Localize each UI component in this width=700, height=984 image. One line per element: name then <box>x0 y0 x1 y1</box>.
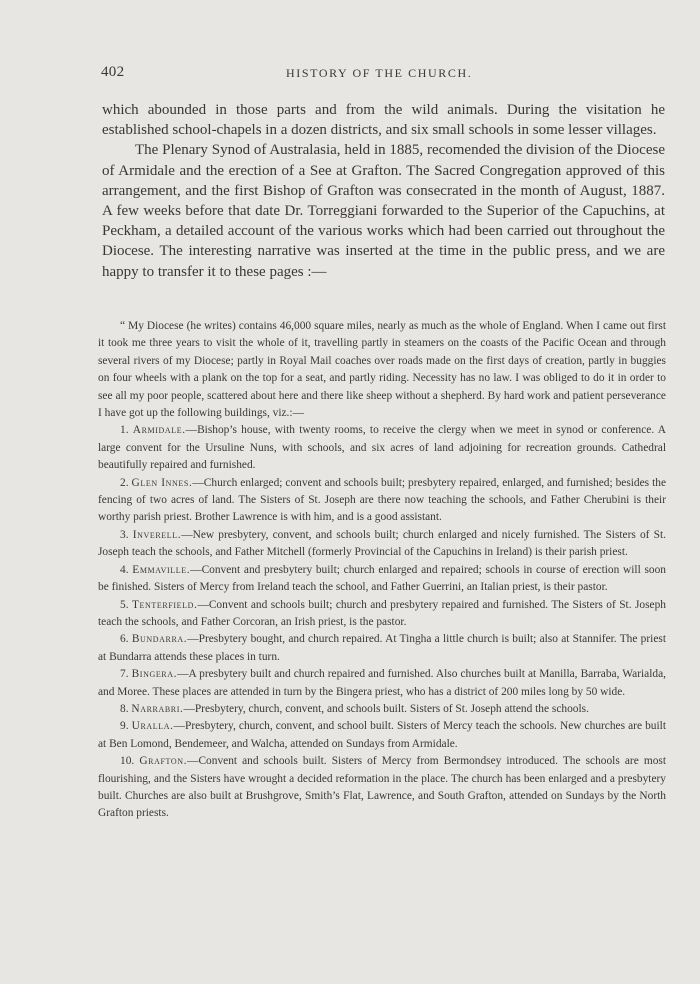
list-item <box>98 753 666 823</box>
item-place: Bingera. <box>131 668 178 681</box>
paragraph: The Plenary Synod of Australasia, held in 1885, recomended the division of the Diocese of Armidale and the erection of a See at Grafton. The Sacred Congregation approved of this arrangement, and the first Bishop of Grafton was consecrated in the month of August, 1887. A few weeks before that date Dr. Torreggiani forwarded to the Superior of the Capuchins, at Peckham, a detailed account of the various works which had been carried out throughout the Diocese. The interesting narrative was inserted at the time in the public press, and we are happy to transfer it to these pages :— <box>102 142 665 280</box>
list-item <box>98 666 666 701</box>
page-number: 402 <box>101 64 125 80</box>
item-place: Inverell. <box>132 528 182 541</box>
item-place: Glen Innes. <box>131 476 193 489</box>
item-text: —Presbytery, church, convent, and schools built. Sisters of St. Joseph attend the schools. <box>183 702 589 715</box>
list-item <box>98 422 666 474</box>
list-item <box>98 701 666 718</box>
item-text: —A presbytery built and church repaired and furnished. Also churches built at Manilla, Barraba, Warialda, and Moree. These places are attended in turn by the Bingera priest, who has a district of 200 miles long by 50 wide. <box>98 668 666 698</box>
item-number: 4. <box>120 563 129 576</box>
item-place: Armidale. <box>132 424 186 437</box>
item-number: 8. <box>120 702 129 715</box>
item-number: 7. <box>120 668 129 681</box>
item-text: —Church enlarged; convent and schools built; presbytery repaired, enlarged, and furnished; besides the fencing of two acres of land. The Sisters of St. Joseph are there now teaching the schools, and Father Cherubini is their worthy parish priest. Brother Lawrence is with him, and is a good assistant. <box>98 476 666 524</box>
item-number: 6. <box>120 633 129 646</box>
item-place: Bundarra. <box>131 633 188 646</box>
list-item <box>98 718 666 753</box>
list-item <box>98 597 666 632</box>
list-item <box>98 527 666 562</box>
item-text: —Convent and schools built; church and presbytery repaired and furnished. The Sisters of St. Joseph teach the schools, and Father Corcoran, an Irish priest, is the pastor. <box>98 598 666 628</box>
list-item <box>98 631 666 666</box>
item-number: 5. <box>120 598 129 611</box>
item-text: —Presbytery bought, and church repaired. At Tingha a little church is built; also at Stannifer. The priest at Bundarra attends these places in turn. <box>98 633 666 663</box>
running-title: HISTORY OF THE CHURCH. <box>286 66 473 80</box>
item-place: Tenterfield. <box>131 598 198 611</box>
item-number: 2. <box>120 476 129 489</box>
item-text: —Convent and presbytery built; church enlarged and repaired; schools in course of erection will soon be finished. Sisters of Mercy from Ireland teach the school, and Father Guerrini, an Italian priest, is their pastor. <box>98 563 666 594</box>
list-item <box>98 475 666 527</box>
item-number: 9. <box>120 720 129 733</box>
item-place: Emmaville. <box>132 563 191 576</box>
main-text <box>102 100 665 282</box>
item-place: Uralla. <box>131 720 174 733</box>
item-place: Narrabri. <box>131 702 184 715</box>
item-number: 1. <box>120 424 129 437</box>
page-header <box>101 64 666 84</box>
item-number: 10. <box>120 755 135 768</box>
item-place: Grafton. <box>139 755 188 768</box>
item-number: 3. <box>120 528 129 541</box>
item-text: —Bishop’s house, with twenty rooms, to receive the clergy when we meet in synod or conference. A large convent for the Ursuline Nuns, with schools, and six acres of land adjoining for recreation grounds. Cathedral beautifully repaired and furnished. <box>98 424 666 472</box>
paragraph: which abounded in those parts and from the wild animals. During the visitation he established school-chapels in a dozen districts, and six small schools in some lesser villages. <box>102 102 665 139</box>
list-item <box>98 562 666 597</box>
item-text: —Presbytery, church, convent, and school built. Sisters of Mercy teach the schools. New churches are built at Ben Lomond, Bendemeer, and Walcha, attended on Sundays from Armidale. <box>98 720 666 750</box>
item-text: —New presbytery, convent, and schools built; church enlarged and nicely furnished. The Sisters of St. Joseph teach the schools, and Father Mitchell (formerly Provincial of the Capuchins in Ireland) is their parish priest. <box>98 528 666 559</box>
quoted-letter <box>98 318 666 823</box>
quote-intro: “ My Diocese (he writes) contains 46,000 square miles, nearly as much as the whole of England. When I came out first it took me three years to visit the whole of it, travelling partly in steamers on the coasts of the Pacific Ocean and through several rivers of my Diocese; partly in Royal Mail coaches over roads made on the first days of creation, partly in buggies on four wheels with a plank on the top for a seat, and partly riding. Necessity has no law. I was obliged to do it in order to see all my poor people, scattered about here and there like sheep without a shepherd. By hard work and patient perseverance I have got up the following buildings, viz.:— <box>98 320 666 420</box>
item-text: —Convent and schools built. Sisters of Mercy from Bermondsey introduced. The schools are most flourishing, and the Sisters have wrought a decided reformation in the place. The church has been enlarged and a presbytery built. Churches are also built at Brushgrove, Smith’s Flat, Lawrence, and South Grafton, attended on Sundays by the North Grafton priests. <box>98 755 666 820</box>
